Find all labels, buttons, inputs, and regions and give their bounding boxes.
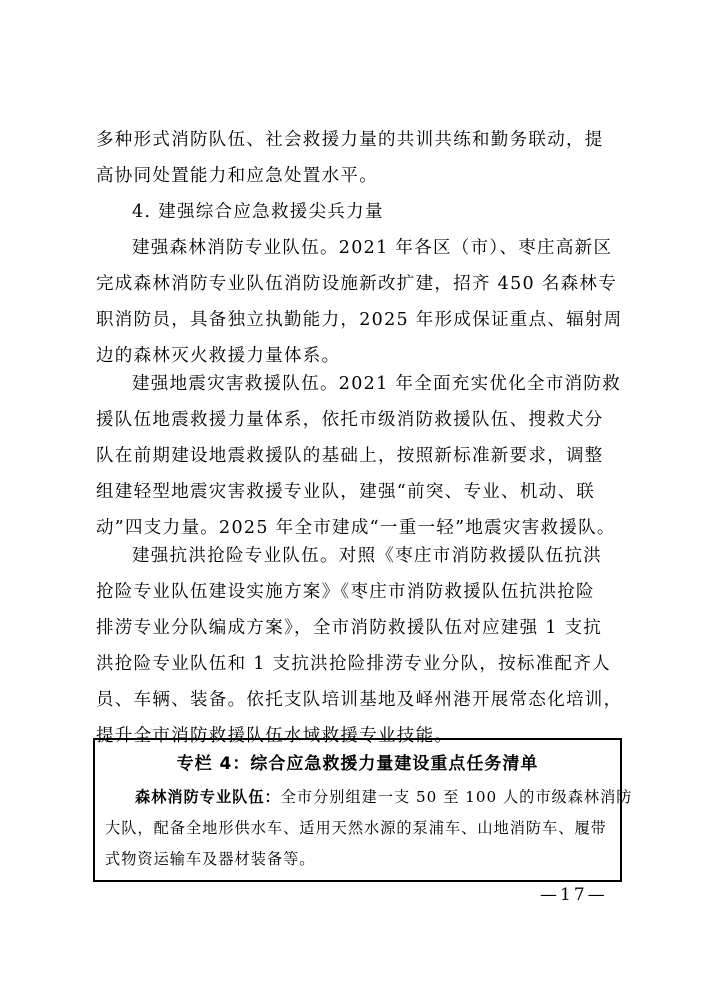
- text-line: 援队伍地震救援力量体系，依托市级消防救援队伍、搜救犬分: [96, 410, 604, 430]
- page-number: —17—: [540, 885, 608, 905]
- text-line: 高协同处置能力和应急处置水平。: [96, 166, 378, 186]
- box-text: 全市分别组建一支 50 至 100 人的市级森林消防: [280, 788, 633, 806]
- paragraph-forest-fire: [96, 230, 623, 374]
- box-body: [105, 782, 633, 875]
- text-line: 队在前期建设地震救援队的基础上，按照新标准新要求，调整: [96, 446, 604, 466]
- text-line: 完成森林消防专业队伍消防设施新改扩建，招齐 450 名森林专: [96, 274, 618, 294]
- text-line: 抢险专业队伍建设实施方案》《枣庄市消防救援队伍抗洪抢险: [96, 582, 595, 602]
- paragraph-continuation: [96, 122, 611, 194]
- box-line: [105, 782, 633, 813]
- text-line: 多种形式消防队伍、社会救援力量的共训共练和勤务联动，提: [96, 130, 604, 150]
- text-line: 建强抗洪抢险专业队伍。对照《枣庄市消防救援队伍抗洪: [132, 546, 602, 566]
- text-line: 动”四支力量。2025 年全市建成“一重一轻”地震灾害救援队。: [96, 518, 616, 538]
- text-line: 员、车辆、装备。依托支队培训基地及峄州港开展常态化培训，: [96, 690, 623, 710]
- text-line: 建强地震灾害救援队伍。2021 年全面充实优化全市消防救: [132, 374, 621, 394]
- box-title: 专栏 4：综合应急救援力量建设重点任务清单: [176, 754, 539, 774]
- section-heading: [96, 194, 611, 230]
- text-line: 提升全市消防救援队伍水域救援专业技能。: [96, 726, 454, 746]
- paragraph-flood: [96, 538, 623, 754]
- text-line: 排涝专业分队编成方案》，全市消防救援队伍对应建强 1 支抗: [96, 618, 603, 638]
- paragraph-earthquake: [96, 366, 621, 546]
- box-line: 式物资运输车及器材装备等。: [105, 850, 316, 868]
- box-line: 大队，配备全地形供水车、适用天然水源的泵浦车、山地消防车、履带: [105, 819, 607, 837]
- box-label: 森林消防专业队伍：: [135, 788, 281, 806]
- text-line: 洪抢险专业队伍和 1 支抗洪抢险排涝专业分队，按标准配齐人: [96, 654, 611, 674]
- text-line: 职消防员，具备独立执勤能力，2025 年形成保证重点、辐射周: [96, 310, 623, 330]
- text-line: 组建轻型地震灾害救援专业队，建强“前突、专业、机动、联: [96, 482, 596, 502]
- text-line: 边的森林灭火救援力量体系。: [96, 346, 341, 366]
- text-line: 建强森林消防专业队伍。2021 年各区（市）、枣庄高新区: [132, 238, 613, 258]
- heading-4: 4. 建强综合应急救援尖兵力量: [132, 202, 384, 222]
- column-box: [93, 738, 633, 882]
